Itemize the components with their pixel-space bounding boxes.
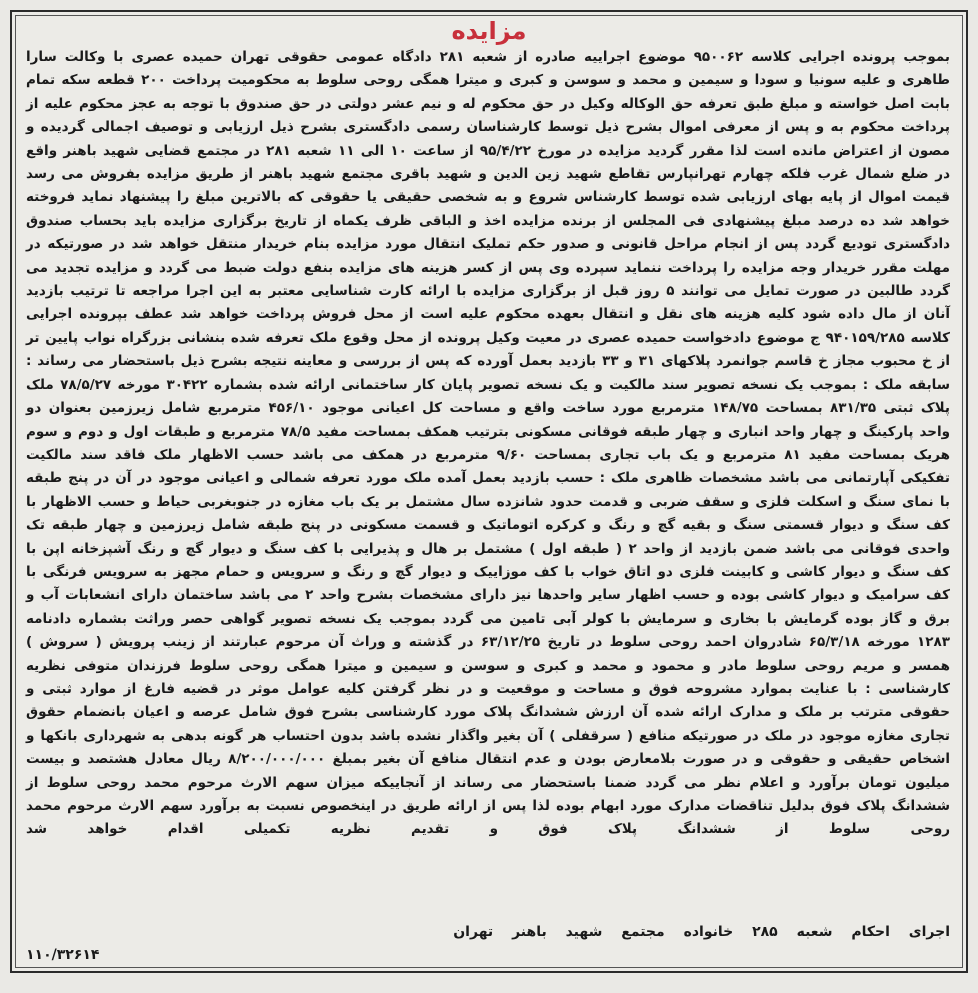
notice-footer [26, 921, 950, 967]
notice-signature: اجرای احکام شعبه ۲۸۵ خانواده مجتمع شهید باهنر تهران [453, 924, 950, 940]
notice-code: ۱۱۰/۳۲۶۱۴ [26, 947, 100, 963]
newspaper-notice [10, 10, 968, 973]
notice-body-text: بموجب پرونده اجرایی کلاسه ۹۵۰۰۶۲ موضوع اجراییه صادره از شعبه ۲۸۱ دادگاه عمومی حقوقی تهران حمیده عصری با وکالت سارا طاهری و علیه سونیا و سودا و سیمین و محمد و سوسن و کبری و میترا همگی روحی سلوط به محکومیت پرداخت ۲۰۰ قطعه سکه تمام بابت اصل خواسته و مبلغ طبق تعرفه حق الوکاله وکیل در حق محکوم له و نیم عشر دولتی در حق صندوق با توجه به عجز محکوم علیه از پرداخت محکوم به و پس از معرفی اموال بشرح ذیل توسط کارشناسان رسمی دادگستری بشرح ذیل ارزیابی و توصیف اجمالی گردیده و مصون از اعتراض مانده است لذا مقرر گردید مزایده در مورخ ۹۵/۴/۲۲ از ساعت ۱۰ الی ۱۱ شعبه ۲۸۱ در مجتمع قضایی شهید باهنر واقع در ضلع شمال غرب فلکه چهارم تهرانپارس تقاطع شهید زین الدین و شهید باقری مجتمع شهید باهنر از طریق مزایده بفروش می رسد قیمت اموال از پایه بهای ارزیابی شده توسط کارشناس شروع و به شخصی حقیقی یا حقوقی که بالاترین مبلغ را پیشنهاد نماید فروخته خواهد شد ده درصد مبلغ پیشنهادی فی المجلس از برنده مزایده اخذ و الباقی ظرف یکماه از تاریخ برگزاری مزایده باید بحساب صندوق دادگستری تودیع گردد پس از انجام مراحل قانونی و صدور حکم تملیک انتقال مورد مزایده بنام خریدار منتقل خواهد شد در صورتیکه در مهلت مقرر خریدار وجه مزایده را پرداخت ننماید سپرده وی پس از کسر هزینه های مزایده بنفع دولت ضبط می گردد و مزایده تجدید می گردد طالبین در صورت تمایل می توانند ۵ روز قبل از برگزاری مزایده با ارائه کارت شناسایی معتبر به این اجرا مراجعه تا ترتیب بازدید آنان از مال داده شود کلیه هزینه های نقل و انتقال بعهده محکوم علیه است از محل فروش پرداخت خواهد شد عطف بپرونده اجرایی کلاسه ۹۴۰۱۵۹/۲۸۵ ج موضوع دادخواست حمیده عصری در معیت وکیل پرونده از محل وقوع ملک تعرفه شده بنشانی بزرگراه نواب پایین تر از خ محبوب مجاز خ قاسم جوانمرد پلاکهای ۳۱ و ۳۳ بازدید بعمل آورده که پس از بررسی و معاینه نتیجه بشرح ذیل باستحضار می رساند : سابقه ملک : بموجب یک نسخه تصویر سند مالکیت و یک نسخه تصویر پایان کار ساختمانی ارائه شده بشماره ۳۰۴۲۲ مورخه ۷۸/۵/۲۷ ملک پلاک ثبتی ۸۳۱/۳۵ بمساحت ۱۴۸/۷۵ مترمربع مورد ساخت واقع و مساحت کل اعیانی موجود ۴۵۶/۱۰ مترمربع شامل زیرزمین بعنوان دو واحد پارکینگ و چهار واحد انباری و چهار طبقه فوقانی مسکونی بترتیب همکف بمساحت مفید ۷۸/۵ مترمربع و طبقات اول و دوم و سوم هریک بمساحت مفید ۸۱ مترمربع و یک باب تجاری بمساحت ۹/۶۰ مترمربع در همکف می باشد حسب الاظهار ملک فاقد سند مالکیت تفکیکی آپارتمانی می باشد مشخصات ظاهری ملک : حسب بازدید بعمل آمده ملک مورد تعرفه شمالی و اعیانی موجود در آن در پنج طبقه با نمای سنگ و اسکلت فلزی و سقف ضربی و قدمت حدود شانزده سال مشتمل بر یک باب مغازه در جنوبغربی حیاط و حسب الاظهار با کف سنگ و دیوار قسمتی سنگ و بقیه گچ و رنگ و کرکره اتوماتیک و قسمت مسکونی در پنج طبقه شامل زیرزمین و چهار طبقه تک واحدی فوقانی می باشد ضمن بازدید از واحد ۲ ( طبقه اول ) مشتمل بر هال و پذیرایی با کف سنگ و دیوار گچ و رنگ آشپزخانه اپن با کف سنگ و دیوار کاشی و کابینت فلزی دو اتاق خواب با کف موزاییک و دیوار گچ و رنگ و سرویس و حمام مجهز به سرویس فرنگی با کف سرامیک و دیوار کاشی بوده و حسب اظهار سایر واحدها نیز دارای مشخصات بشرح واحد ۲ می باشد ساختمان دارای انشعابات آب و برق و گاز بوده گرمایش با بخاری و سرمایش با کولر آبی تامین می گردد بموجب یک نسخه تصویر گواهی حصر وراثت بشماره دادنامه ۱۲۸۳ مورخه ۶۵/۳/۱۸ شادروان احمد روحی سلوط در تاریخ ۶۳/۱۲/۲۵ در گذشته و وراث آن مرحوم عبارتند از زینب پرویش ( سروش ) همسر و مریم روحی سلوط مادر و محمود و محمد و کبری و سوسن و سیمین و میترا همگی روحی سلوط فرزندان متوفی نظریه کارشناسی : با عنایت بموارد مشروحه فوق و مساحت و موقعیت و در نظر گرفتن کلیه عوامل موثر در قضیه فارغ از موارد ثبتی و حقوقی مترتب بر ملک و مدارک ارائه شده آن ارزش ششدانگ پلاک مورد کارشناسی بشرح فوق شامل عرصه و اعیان بانضمام حقوق تجاری مغازه موجود در ملک در صورتیکه منافع ( سرقفلی ) آن بغیر واگذار نشده باشد بدون احتساب هر گونه بدهی به شهرداری بانکها و اشخاص حقیقی و حقوقی و در صورت بلامعارض بودن و عدم انتقال منافع آن بغیر بمبلغ ۸/۲۰۰/۰۰۰/۰۰۰ ریال معادل هشتصد و بیست میلیون تومان برآورد و اعلام نظر می گردد ضمنا باستحضار می رساند از آنجاییکه میزان سهم الارث مرحوم محمد روحی سلوط از ششدانگ پلاک فوق بدلیل تناقضات مدارک مورد ابهام بوده لذا پس از ارائه طریق در اینخصوص نسبت به برآورد سهم الارث مرحوم محمد روحی سلوط از ششدانگ پلاک فوق و تقدیم نظریه تکمیلی اقدام خواهد شد [26, 49, 951, 838]
notice-body [12, 46, 966, 842]
notice-title: مزایده [451, 17, 527, 45]
notice-signature-row [26, 921, 950, 944]
